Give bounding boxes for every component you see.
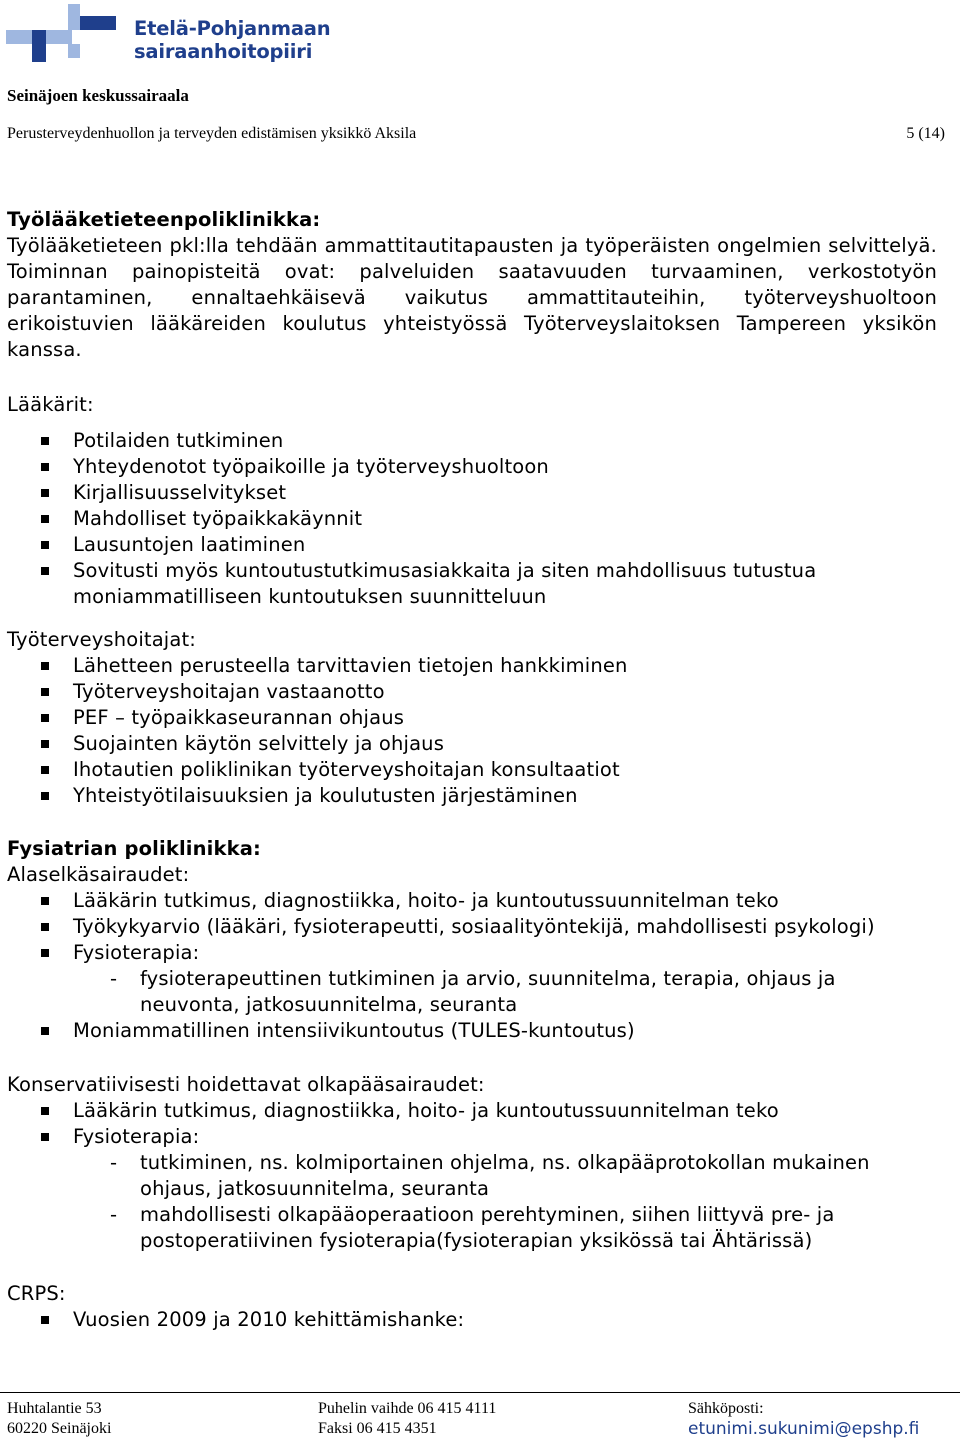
alaselka-list (7, 888, 942, 966)
list-item: Lääkärin tutkimus, diagnostiikka, hoito- ja kuntoutussuunnitelman teko (7, 888, 942, 914)
olkapaa-sublist (7, 1150, 947, 1254)
tth-list (7, 653, 942, 809)
footer-city: 60220 Seinäjoki (7, 1420, 112, 1437)
footer-divider (0, 1392, 960, 1393)
hospital-name: Seinäjoen keskussairaala (7, 86, 189, 105)
list-item: Kirjallisuusselvitykset (7, 480, 942, 506)
tth-section (7, 627, 942, 809)
logo-icon (6, 4, 116, 62)
tyolaake-heading: Työlääketieteenpoliklinikka: (7, 208, 321, 231)
list-item: Potilaiden tutkiminen (7, 428, 942, 454)
page-number: 5 (14) (906, 125, 945, 142)
list-item: Fysioterapia: (7, 1124, 942, 1150)
list-item: Yhteistyötilaisuuksien ja koulutusten järjestäminen (7, 783, 942, 809)
alaselka-list-2 (7, 1018, 942, 1044)
footer-fax: Faksi 06 415 4351 (318, 1420, 437, 1437)
list-item: Lääkärin tutkimus, diagnostiikka, hoito- ja kuntoutussuunnitelman teko (7, 1098, 942, 1124)
fysiatria-heading: Fysiatrian poliklinikka: (7, 837, 261, 860)
footer-email-block (688, 1399, 919, 1439)
list-item: Ihotautien poliklinikan työterveyshoitajan konsultaatiot (7, 757, 942, 783)
alaselka-sublist (7, 966, 907, 1018)
logo-line-2: sairaanhoitopiiri (134, 40, 313, 63)
unit-name: Perusterveydenhuollon ja terveyden edistämisen yksikkö Aksila (7, 125, 417, 142)
list-item: Työterveyshoitajan vastaanotto (7, 679, 942, 705)
crps-list (7, 1307, 942, 1333)
list-item: Vuosien 2009 ja 2010 kehittämishanke: (7, 1307, 942, 1333)
list-item: Sovitusti myös kuntoutustutkimusasiakkaita ja siten mahdollisuus tutustua moniammatilliseen kuntoutuksen suunnitteluun (7, 558, 942, 610)
olkapaa-label: Konservatiivisesti hoidettavat olkapääsairaudet: (7, 1073, 485, 1096)
footer-email-link[interactable]: etunimi.sukunimi@epshp.fi (688, 1419, 920, 1439)
sub-item: - fysioterapeuttinen tutkiminen ja arvio, suunnitelma, terapia, ohjaus ja neuvonta, jatkosuunnitelma, seuranta (7, 966, 907, 1018)
list-item: Moniammatillinen intensiivikuntoutus (TULES-kuntoutus) (7, 1018, 942, 1044)
list-item: Lausuntojen laatiminen (7, 532, 942, 558)
fysiatria-section (7, 836, 942, 1044)
list-item: Yhteydenotot työpaikoille ja työterveyshuoltoon (7, 454, 942, 480)
footer-street: Huhtalantie 53 (7, 1400, 102, 1417)
laakarit-list (7, 428, 942, 610)
list-item: Työkykyarvio (lääkäri, fysioterapeutti, sosiaalityöntekijä, mahdollisesti psykologi) (7, 914, 942, 940)
footer-phones (318, 1399, 496, 1439)
laakarit-label: Lääkärit: (7, 393, 94, 416)
tth-label: Työterveyshoitajat: (7, 628, 196, 651)
list-item: Fysioterapia: (7, 940, 942, 966)
sub-item: - mahdollisesti olkapääoperaatioon perehtyminen, siihen liittyvä pre- ja postoperatiivinen fysioterapia(fysioterapian yksikössä tai Ähtärissä) (7, 1202, 947, 1254)
footer-email-label: Sähköposti: (688, 1400, 764, 1417)
logo-wordmark (134, 17, 330, 63)
list-item: Suojainten käytön selvittely ja ohjaus (7, 731, 942, 757)
tyolaake-paragraph: Työlääketieteen pkl:lla tehdään ammattitautitapausten ja työperäisten ongelmien selvittelyä. Toiminnan painopisteitä ovat: palveluiden saatavuuden turvaaminen, verkostotyön parantaminen, ennaltaehkäisevä vaikutus ammattitauteihin, työterveyshuoltoon erikoistuvien lääkäreiden koulutus yhteistyössä Työterveyslaitoksen Tampereen yksikön kanssa. (7, 234, 937, 361)
logo-line-1: Etelä-Pohjanmaan (134, 17, 331, 40)
list-item: PEF – työpaikkaseurannan ohjaus (7, 705, 942, 731)
olkapaa-section (7, 1072, 942, 1254)
laakarit-section (7, 392, 942, 610)
crps-label: CRPS: (7, 1282, 66, 1305)
list-item: Mahdolliset työpaikkakäynnit (7, 506, 942, 532)
olkapaa-list (7, 1098, 942, 1150)
tyolaake-section (7, 207, 942, 363)
alaselka-label: Alaselkäsairaudet: (7, 863, 190, 886)
sub-item: - tutkiminen, ns. kolmiportainen ohjelma, ns. olkapääprotokollan mukainen ohjaus, jatkosuunnitelma, seuranta (7, 1150, 947, 1202)
footer-address (7, 1399, 111, 1439)
list-item: Lähetteen perusteella tarvittavien tietojen hankkiminen (7, 653, 942, 679)
footer-phone: Puhelin vaihde 06 415 4111 (318, 1400, 497, 1417)
crps-section (7, 1281, 942, 1333)
